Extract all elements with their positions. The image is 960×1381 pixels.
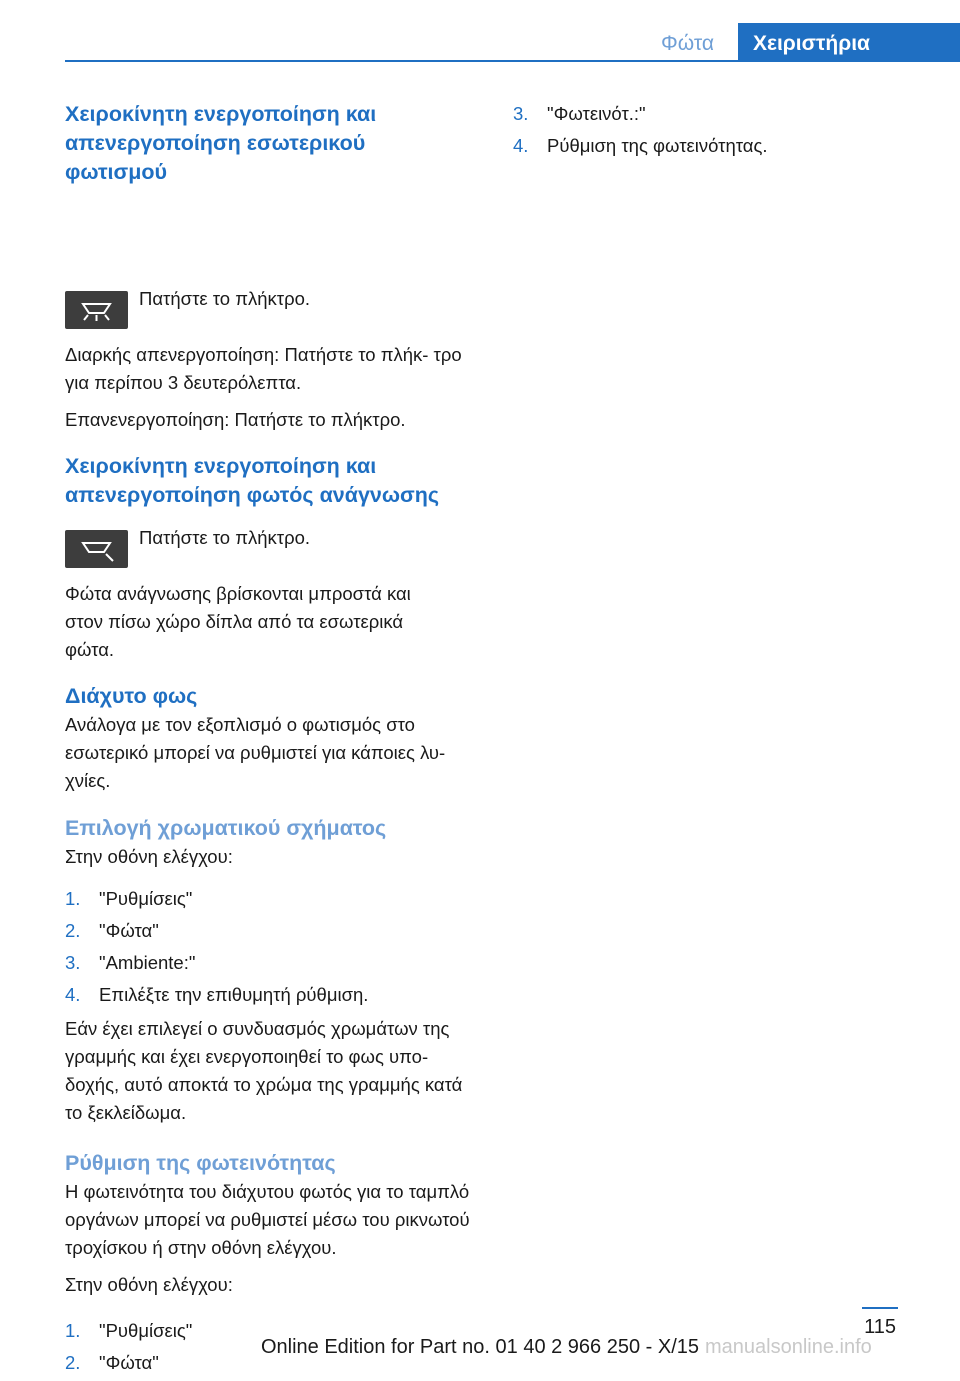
heading-color-scheme: Επιλογή χρωματικού σχήματος	[65, 816, 387, 840]
list-item: 3. "Ambiente:"	[65, 952, 196, 973]
paragraph-reading-lights: Φώτα ανάγνωσης βρίσκονται μπροστά και στον πίσω χώρο δίπλα από τα εσωτερικά φώτα.	[65, 583, 411, 660]
paragraph-control-display-2: Στην οθόνη ελέγχου:	[65, 1274, 233, 1295]
paragraph-brightness: Η φωτεινότητα του διάχυτου φωτός για το ταμπλό οργάνων μπορεί να ρυθμιστεί μέσω του ρικνωτού τροχίσκου ή στην οθόνη ελέγχου.	[65, 1181, 470, 1258]
list-item: 4. Ρύθμιση της φωτεινότητας.	[513, 135, 768, 156]
heading-reading-light: Χειροκίνητη ενεργοποίηση και απενεργοποίηση φωτός ανάγνωσης	[65, 454, 440, 507]
list-item: 2. "Φώτα"	[65, 1352, 159, 1373]
list-item: 2. "Φώτα"	[65, 920, 159, 941]
steps-brightness-right	[513, 100, 913, 164]
right-column	[513, 100, 913, 164]
header-tab-controls[interactable]: Χειριστήρια	[738, 23, 960, 62]
paragraph-line-color: Εάν έχει επιλεγεί ο συνδυασμός χρωμάτων της γραμμής και έχει ενεργοποιηθεί το φως υπο‐ δοχής, αυτό αποκτά το χρώμα της γραμμής κατά το ξεκλείδωμα.	[65, 1018, 463, 1123]
steps-color-scheme	[65, 885, 481, 1013]
header-tab-lights[interactable]: Φώτα	[661, 32, 714, 55]
interior-light-button-icon	[65, 291, 128, 329]
reading-button-instruction: Πατήστε το πλήκτρο.	[139, 527, 311, 548]
page-number-rule	[862, 1307, 898, 1309]
left-column	[65, 100, 481, 1381]
page-number: 115	[864, 1316, 896, 1338]
heading-ambient-light: Διάχυτο φως	[65, 684, 198, 708]
button-row-reading	[65, 516, 481, 572]
paragraph-ambient: Ανάλογα με τον εξοπλισμό ο φωτισμός στο εσωτερικό μπορεί να ρυθμιστεί για κάποιες λυ‐ χνίες.	[65, 714, 446, 791]
watermark: manualsonline.info	[705, 1336, 872, 1358]
footer-edition: Online Edition for Part no. 01 40 2 966 250 - X/15	[260, 1336, 700, 1358]
paragraph-control-display-1: Στην οθόνη ελέγχου:	[65, 846, 233, 867]
paragraph-reactivate: Επανενεργοποίηση: Πατήστε το πλήκτρο.	[65, 409, 406, 430]
list-item: 4. Επιλέξτε την επιθυμητή ρύθμιση.	[65, 984, 369, 1005]
list-item: 1. "Ρυθμίσεις"	[65, 1320, 193, 1341]
list-item: 3. "Φωτεινότ.:"	[513, 103, 646, 124]
paragraph-permanent-off: Διαρκής απενεργοποίηση: Πατήστε το πλήκ‐ τρο για περίπου 3 δευτερόλεπτα.	[65, 344, 462, 393]
interior-button-instruction: Πατήστε το πλήκτρο.	[139, 288, 311, 309]
list-item: 1. "Ρυθμίσεις"	[65, 888, 193, 909]
heading-interior-light: Χειροκίνητη ενεργοποίηση και απενεργοποίηση εσωτερικού φωτισμού	[65, 102, 377, 184]
button-row-interior	[65, 193, 481, 309]
reading-light-button-icon	[65, 530, 128, 568]
heading-brightness: Ρύθμιση της φωτεινότητας	[65, 1151, 336, 1175]
